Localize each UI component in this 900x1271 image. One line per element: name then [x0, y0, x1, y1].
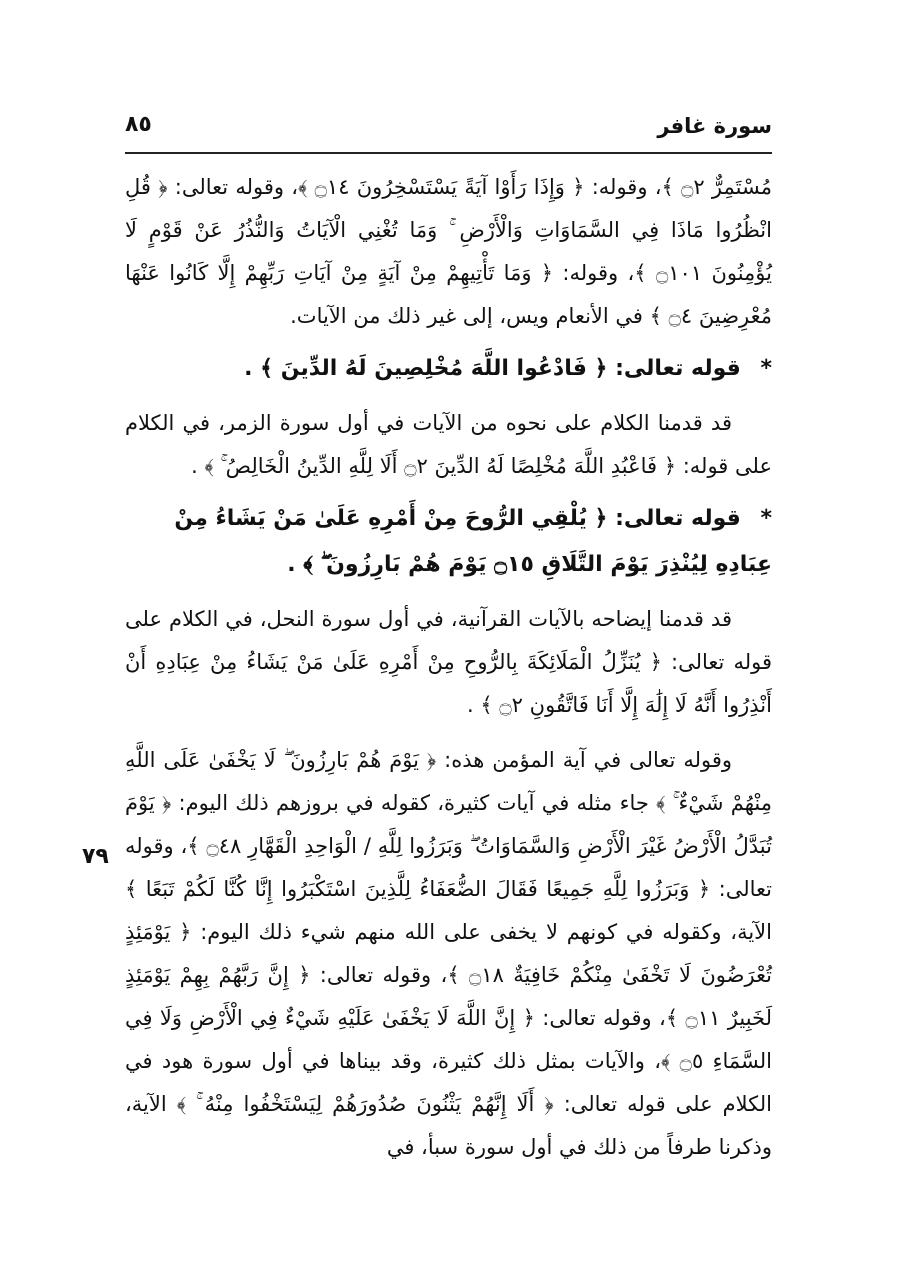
margin-number: ٧٩: [82, 844, 109, 869]
paragraph: قد قدمنا إيضاحه بالآيات القرآنية، في أول سورة النحل، في الكلام على قوله تعالى: ﴿ يُنَزِّلُ الْمَلَائِكَةَ بِالرُّوحِ مِنْ أَمْرِهِ عَلَىٰ مَنْ يَشَاءُ مِنْ عِبَادِهِ أَنْ أَنْذِرُوا أَنَّهُ لَا إِلَٰهَ إِلَّا أَنَا فَاتَّقُونِ ۝٢ ﴾ .: [125, 607, 772, 717]
paragraph: قد قدمنا الكلام على نحوه من الآيات في أول سورة الزمر، في الكلام على قوله: ﴿ فَاعْبُدِ اللَّهَ مُخْلِصًا لَهُ الدِّينَ ۝٢ أَلَا لِلَّهِ الدِّينُ الْخَالِصُ ۚ ﴾ .: [125, 411, 772, 478]
paragraph: وقوله تعالى في آية المؤمن هذه: ﴿ يَوْمَ هُمْ بَارِزُونَ ۖ لَا يَخْفَىٰ عَلَى اللَّهِ مِنْهُمْ شَيْءٌ ۚ ﴾ جاء مثله في آيات كثيرة، كقوله في بروزهم ذلك اليوم: ﴿ يَوْمَ تُبَدَّلُ الْأَرْضُ غَيْرَ الْأَرْضِ وَالسَّمَاوَاتُ ۖ وَبَرَزُوا لِلَّهِ / الْوَاحِدِ الْقَهَّارِ ۝٤٨ ﴾، وقوله تعالى: ﴿ وَبَرَزُوا لِلَّهِ جَمِيعًا فَقَالَ الضُّعَفَاءُ لِلَّذِينَ اسْتَكْبَرُوا إِنَّا كُنَّا لَكُمْ تَبَعًا ﴾ الآية، وكقوله في كونهم لا يخفى على الله منهم شيء ذلك اليوم: ﴿ يَوْمَئِذٍ تُعْرَضُونَ لَا تَخْفَىٰ مِنْكُمْ خَافِيَةٌ ۝١٨ ﴾، وقوله تعالى: ﴿ إِنَّ رَبَّهُمْ بِهِمْ يَوْمَئِذٍ لَخَبِيرٌ ۝١١ ﴾، وقوله تعالى: ﴿ إِنَّ اللَّهَ لَا يَخْفَىٰ عَلَيْهِ شَيْءٌ فِي الْأَرْضِ وَلَا فِي السَّمَاءِ ۝٥ ﴾، والآيات بمثل ذلك كثيرة، وقد بيناها في أول سورة هود في الكلام على قوله تعالى: ﴿ أَلَا إِنَّهُمْ يَثْنُونَ صُدُورَهُمْ لِيَسْتَخْفُوا مِنْهُ ۚ ﴾ الآية، وذكرنا طرفاً من ذلك في أول سورة سبأ، في: [125, 748, 773, 1159]
section-heading: [125, 346, 772, 392]
page-body: [125, 166, 772, 1169]
page-header: [125, 108, 772, 154]
page-number: ٨٥: [125, 112, 152, 137]
section-heading: [125, 496, 772, 588]
paragraph: مُسْتَمِرٌّ ۝٢ ﴾، وقوله: ﴿ وَإِذَا رَأَوْا آيَةً يَسْتَسْخِرُونَ ۝١٤ ﴾، وقوله تعالى: ﴿ قُلِ انْظُرُوا مَاذَا فِي السَّمَاوَاتِ وَالْأَرْضِ ۚ وَمَا تُغْنِي الْآيَاتُ وَالنُّذُرُ عَنْ قَوْمٍ لَا يُؤْمِنُونَ ۝١٠١ ﴾، وقوله: ﴿ وَمَا تَأْتِيهِمْ مِنْ آيَةٍ مِنْ آيَاتِ رَبِّهِمْ إِلَّا كَانُوا عَنْهَا مُعْرِضِينَ ۝٤ ﴾ في الأنعام ويس، إلى غير ذلك من الآيات.: [125, 175, 772, 328]
star-marker: *: [760, 506, 772, 531]
heading-lead: قوله تعالى:: [615, 506, 741, 531]
heading-lead: قوله تعالى:: [615, 356, 741, 381]
sura-title: سورة غافر: [657, 114, 772, 138]
quran-verse: ﴿ فَادْعُوا اللَّهَ مُخْلِصِينَ لَهُ الدِّينَ ﴾ .: [244, 356, 608, 381]
quran-verse: ﴿ يُلْقِي الرُّوحَ مِنْ أَمْرِهِ عَلَىٰ مَنْ يَشَاءُ مِنْ عِبَادِهِ لِيُنْذِرَ يَوْمَ التَّلَاقِ ۝١٥ يَوْمَ هُمْ بَارِزُونَ ۖ ﴾ .: [174, 506, 772, 577]
star-marker: *: [760, 356, 772, 381]
